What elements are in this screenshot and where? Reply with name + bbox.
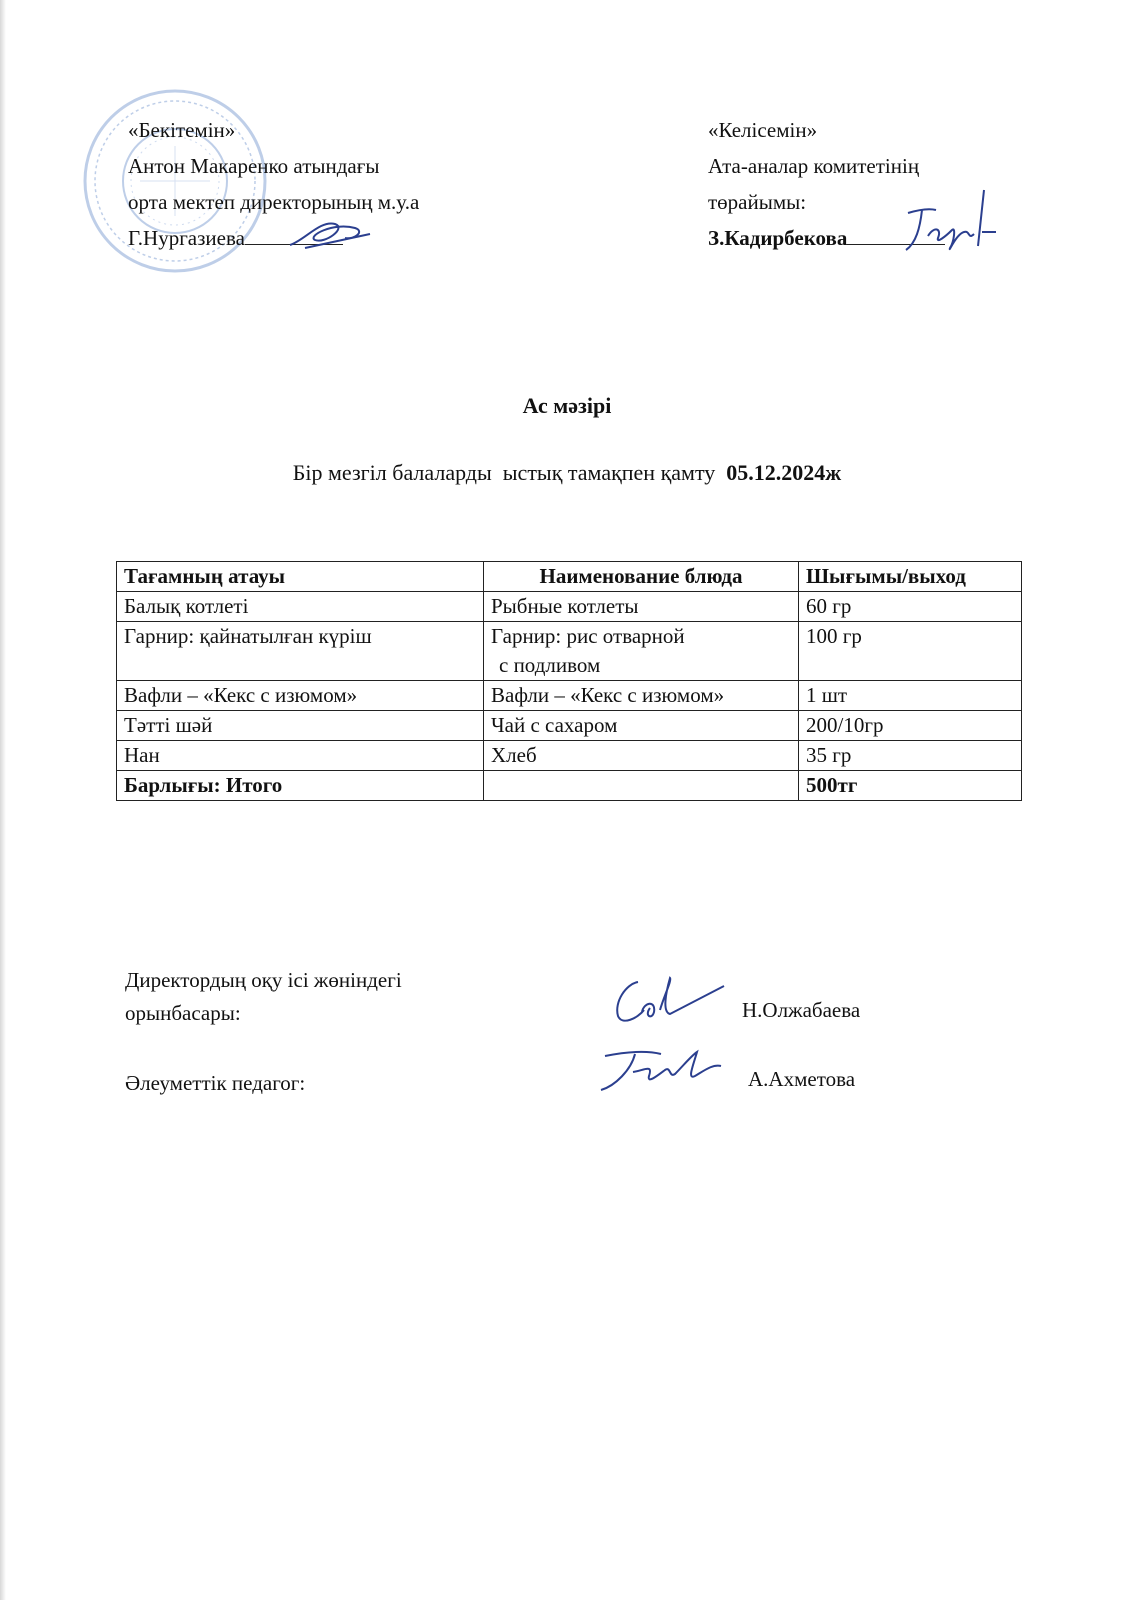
header-kz-name: Тағамның атауы: [117, 562, 484, 592]
agreement-line1: Ата-аналар комитетінің: [708, 154, 920, 178]
agreement-name: З.Кадирбекова: [708, 226, 848, 250]
cell-ru: Хлеб: [484, 741, 799, 771]
page-title: Ас мәзірі: [522, 393, 612, 418]
total-ru: [484, 771, 799, 801]
deputy-name: Н.Олжабаева: [742, 998, 861, 1022]
total-output: 500тг: [799, 771, 1022, 801]
cell-kz: Гарнир: қайнатылған күріш: [117, 622, 484, 681]
approval-label: «Бекітемін»: [128, 118, 236, 142]
approval-line1: Антон Макаренко атындағы: [128, 154, 380, 178]
table-total-row: [117, 771, 1022, 801]
deputy-line1: Директордың оқу ісі жөніндегі: [125, 968, 402, 992]
table-header-row: [117, 562, 1022, 592]
page-edge-shadow: [0, 0, 6, 1600]
deputy-title: [125, 964, 402, 1030]
cell-ru: Рыбные котлеты: [484, 592, 799, 622]
cell-ru: [484, 622, 799, 681]
menu-date: 05.12.2024ж: [726, 460, 842, 485]
agreement-label: «Келісемін»: [708, 118, 818, 142]
agreement-line2: төрайымы:: [708, 190, 807, 214]
approval-name: Г.Нургазиева: [128, 226, 245, 250]
table-row: [117, 711, 1022, 741]
table-row: [117, 681, 1022, 711]
pedagogue-signature: [595, 1042, 730, 1097]
cell-output: 35 гр: [799, 741, 1022, 771]
cell-ru-line1: Гарнир: рис отварной: [491, 624, 685, 648]
approval-block: [128, 112, 419, 256]
cell-kz: Нан: [117, 741, 484, 771]
header-output: Шығымы/выход: [799, 562, 1022, 592]
cell-kz: Тәтті шәй: [117, 711, 484, 741]
cell-kz: Балық котлеті: [117, 592, 484, 622]
cell-output: 1 шт: [799, 681, 1022, 711]
cell-output: 60 гр: [799, 592, 1022, 622]
cell-kz: Вафли – «Кекс с изюмом»: [117, 681, 484, 711]
cell-ru: Вафли – «Кекс с изюмом»: [484, 681, 799, 711]
cell-output: 200/10гр: [799, 711, 1022, 741]
deputy-line2: орынбасары:: [125, 1001, 241, 1025]
social-pedagogue-name: А.Ахметова: [748, 1067, 856, 1091]
cell-ru-line2: с подливом: [499, 653, 601, 677]
cell-output: 100 гр: [799, 622, 1022, 681]
cell-ru: Чай с сахаром: [484, 711, 799, 741]
total-label: Барлығы: Итого: [117, 771, 484, 801]
deputy-signature: [608, 972, 728, 1032]
table-row: [117, 622, 1022, 681]
table-row: [117, 741, 1022, 771]
menu-table: [116, 561, 1022, 801]
approval-line2: орта мектеп директорының м.у.а: [128, 190, 420, 214]
header-ru-name: Наименование блюда: [484, 562, 799, 592]
page-subtitle: [0, 460, 1134, 486]
director-signature: [285, 210, 375, 255]
table-row: [117, 592, 1022, 622]
committee-signature: [898, 188, 998, 268]
subtitle-text: Бір мезгіл балаларды ыстық тамақпен қамту: [292, 460, 727, 485]
social-pedagogue-label: Әлеуметтік педагог:: [125, 1071, 306, 1095]
